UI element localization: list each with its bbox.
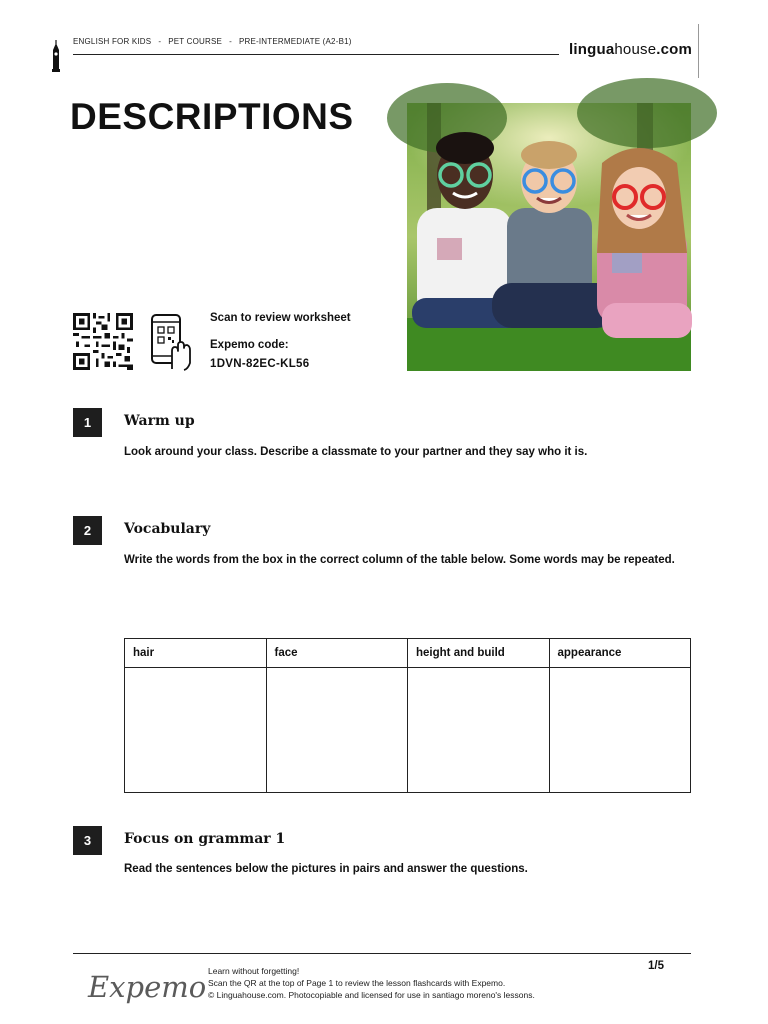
expemo-logo <box>88 962 207 1012</box>
section-title-warm-up: Warm up <box>124 413 195 429</box>
brand-logo-part-house: house <box>614 41 657 58</box>
brand-logo-part-lingua: lingua <box>569 41 615 58</box>
page-title: DESCRIPTIONS <box>70 96 354 137</box>
footer-divider <box>73 953 691 954</box>
breadcrumb-course-family: ENGLISH FOR KIDS <box>73 37 152 46</box>
header-divider <box>73 54 559 55</box>
footer-scan-note: Scan the QR at the top of Page 1 to review the lesson flashcards with Expemo. <box>208 978 506 988</box>
section-number-badge: 3 <box>73 826 102 855</box>
breadcrumb-course: PET COURSE <box>168 37 223 46</box>
table-cell-hair[interactable] <box>125 668 267 793</box>
expemo-logo-text: Expemo <box>88 970 207 1004</box>
qr-code-icon <box>73 313 133 370</box>
section-number-badge: 2 <box>73 516 102 545</box>
brand-logo-part-dotcom: .com <box>656 41 693 58</box>
breadcrumb-separator: - <box>229 37 232 46</box>
page-number: 1/5 <box>648 960 664 972</box>
section-title-vocabulary: Vocabulary <box>124 521 211 537</box>
table-row <box>125 668 691 793</box>
scan-instruction: Scan to review worksheet <box>210 312 351 324</box>
breadcrumb-level: PRE-INTERMEDIATE (A2-B1) <box>238 37 352 46</box>
section-instruction: Write the words from the box in the correct column of the table below. Some words may be repeated. <box>124 554 675 566</box>
phone-scan-icon <box>150 313 192 371</box>
table-cell-appearance[interactable] <box>549 668 691 793</box>
footer-text <box>208 965 535 1001</box>
breadcrumb <box>73 37 352 46</box>
expemo-code-value: 1DVN-82EC-KL56 <box>210 358 310 370</box>
page-header <box>0 0 768 80</box>
brand-divider <box>698 24 699 78</box>
table-cell-height-and-build[interactable] <box>408 668 550 793</box>
section-instruction: Read the sentences below the pictures in pairs and answer the questions. <box>124 863 528 875</box>
table-cell-face[interactable] <box>266 668 408 793</box>
footer-copyright: © Linguahouse.com. Photocopiable and licensed for use in santiago moreno's lessons. <box>208 990 535 1000</box>
children-photo <box>407 103 691 371</box>
table-header-appearance: appearance <box>549 639 691 668</box>
table-header-hair: hair <box>125 639 267 668</box>
footer-tagline: Learn without forgetting! <box>208 966 300 976</box>
table-header-face: face <box>266 639 408 668</box>
section-title-focus-on-grammar: Focus on grammar 1 <box>124 831 286 847</box>
section-number-badge: 1 <box>73 408 102 437</box>
table-header-row <box>125 639 691 668</box>
vocabulary-table <box>124 638 691 793</box>
brand-logo <box>569 41 692 58</box>
breadcrumb-separator: - <box>158 37 162 46</box>
expemo-code-label: Expemo code: <box>210 339 289 351</box>
table-header-height-and-build: height and build <box>408 639 550 668</box>
big-ben-icon <box>50 40 62 72</box>
section-instruction: Look around your class. Describe a classmate to your partner and they say who it is. <box>124 446 588 458</box>
